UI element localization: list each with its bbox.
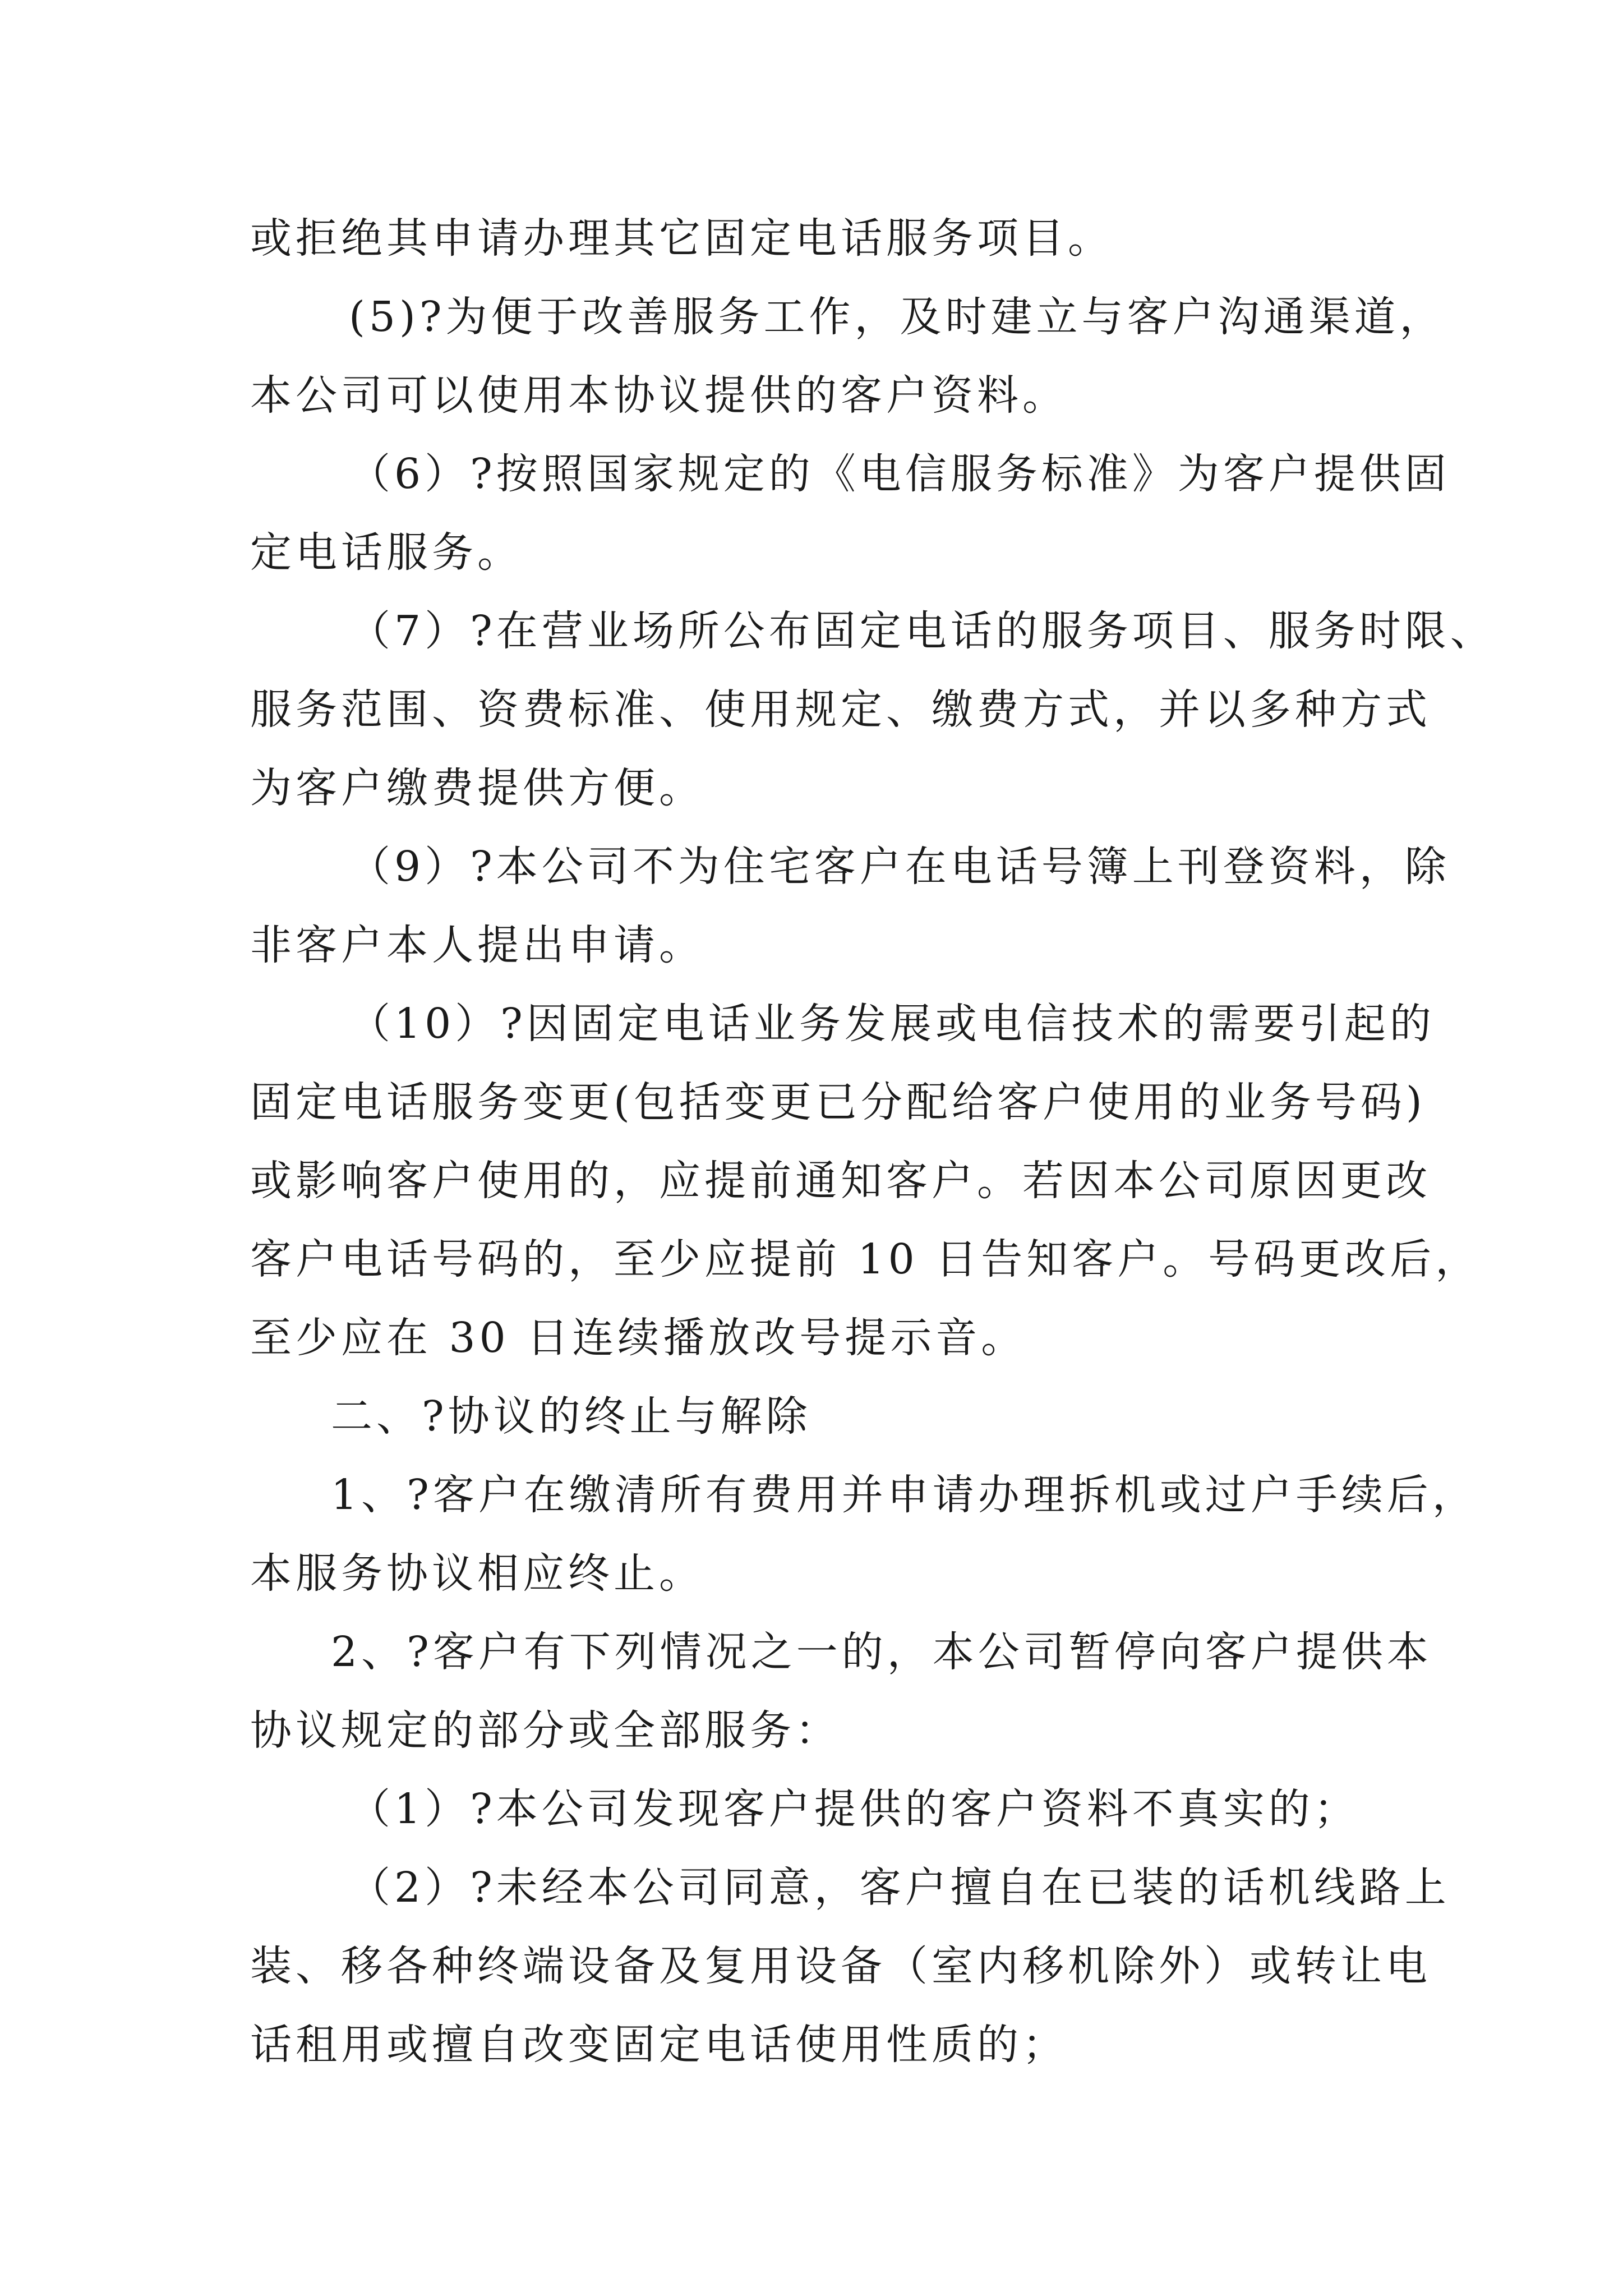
text-line-19: 2、?客户有下列情况之一的，本公司暂停向客户提供本 xyxy=(331,1628,1432,1676)
text-line-13: 或影响客户使用的，应提前通知客户。若因本公司原因更改 xyxy=(250,1157,1431,1205)
text-line-10: 非客户本人提出申请。 xyxy=(250,921,704,969)
text-line-12: 固定电话服务变更(包括变更已分配给客户使用的业务号码) xyxy=(250,1078,1426,1126)
text-line-15: 至少应在 30 日连续播放改号提示音。 xyxy=(250,1314,1027,1362)
text-line-6: （7）?在营业场所公布固定电话的服务项目、服务时限、 xyxy=(349,607,1496,655)
text-line-2: (5)?为便于改善服务工作，及时建立与客户沟通渠道， xyxy=(349,293,1445,341)
text-line-11: （10）?因固定电话业务发展或电信技术的需要引起的 xyxy=(349,1000,1435,1048)
text-line-7: 服务范围、资费标准、使用规定、缴费方式，并以多种方式 xyxy=(250,685,1431,734)
text-line-17: 1、?客户在缴清所有费用并申请办理拆机或过户手续后， xyxy=(331,1471,1478,1519)
text-line-21: （1）?本公司发现客户提供的客户资料不真实的； xyxy=(349,1785,1359,1833)
text-line-5: 定电话服务。 xyxy=(250,528,523,577)
text-line-20: 协议规定的部分或全部服务： xyxy=(250,1706,841,1755)
text-line-24: 话租用或擅自改变固定电话使用性质的； xyxy=(250,2021,1068,2069)
text-line-18: 本服务协议相应终止。 xyxy=(250,1549,704,1598)
section-heading: 二、?协议的终止与解除 xyxy=(331,1392,811,1441)
text-line-23: 装、移各种终端设备及复用设备（室内移机除外）或转让电 xyxy=(250,1942,1431,1990)
text-line-1: 或拒绝其申请办理其它固定电话服务项目。 xyxy=(250,214,1113,263)
text-line-4: （6）?按照国家规定的《电信服务标准》为客户提供固 xyxy=(349,450,1450,498)
text-line-3: 本公司可以使用本协议提供的客户资料。 xyxy=(250,371,1068,420)
text-line-14: 客户电话号码的，至少应提前 10 日告知客户。号码更改后， xyxy=(250,1235,1481,1283)
text-line-8: 为客户缴费提供方便。 xyxy=(250,764,704,812)
text-line-22: （2）?未经本公司同意，客户擅自在已装的话机线路上 xyxy=(349,1864,1450,1912)
text-line-9: （9）?本公司不为住宅客户在电话号簿上刊登资料，除 xyxy=(349,843,1450,891)
